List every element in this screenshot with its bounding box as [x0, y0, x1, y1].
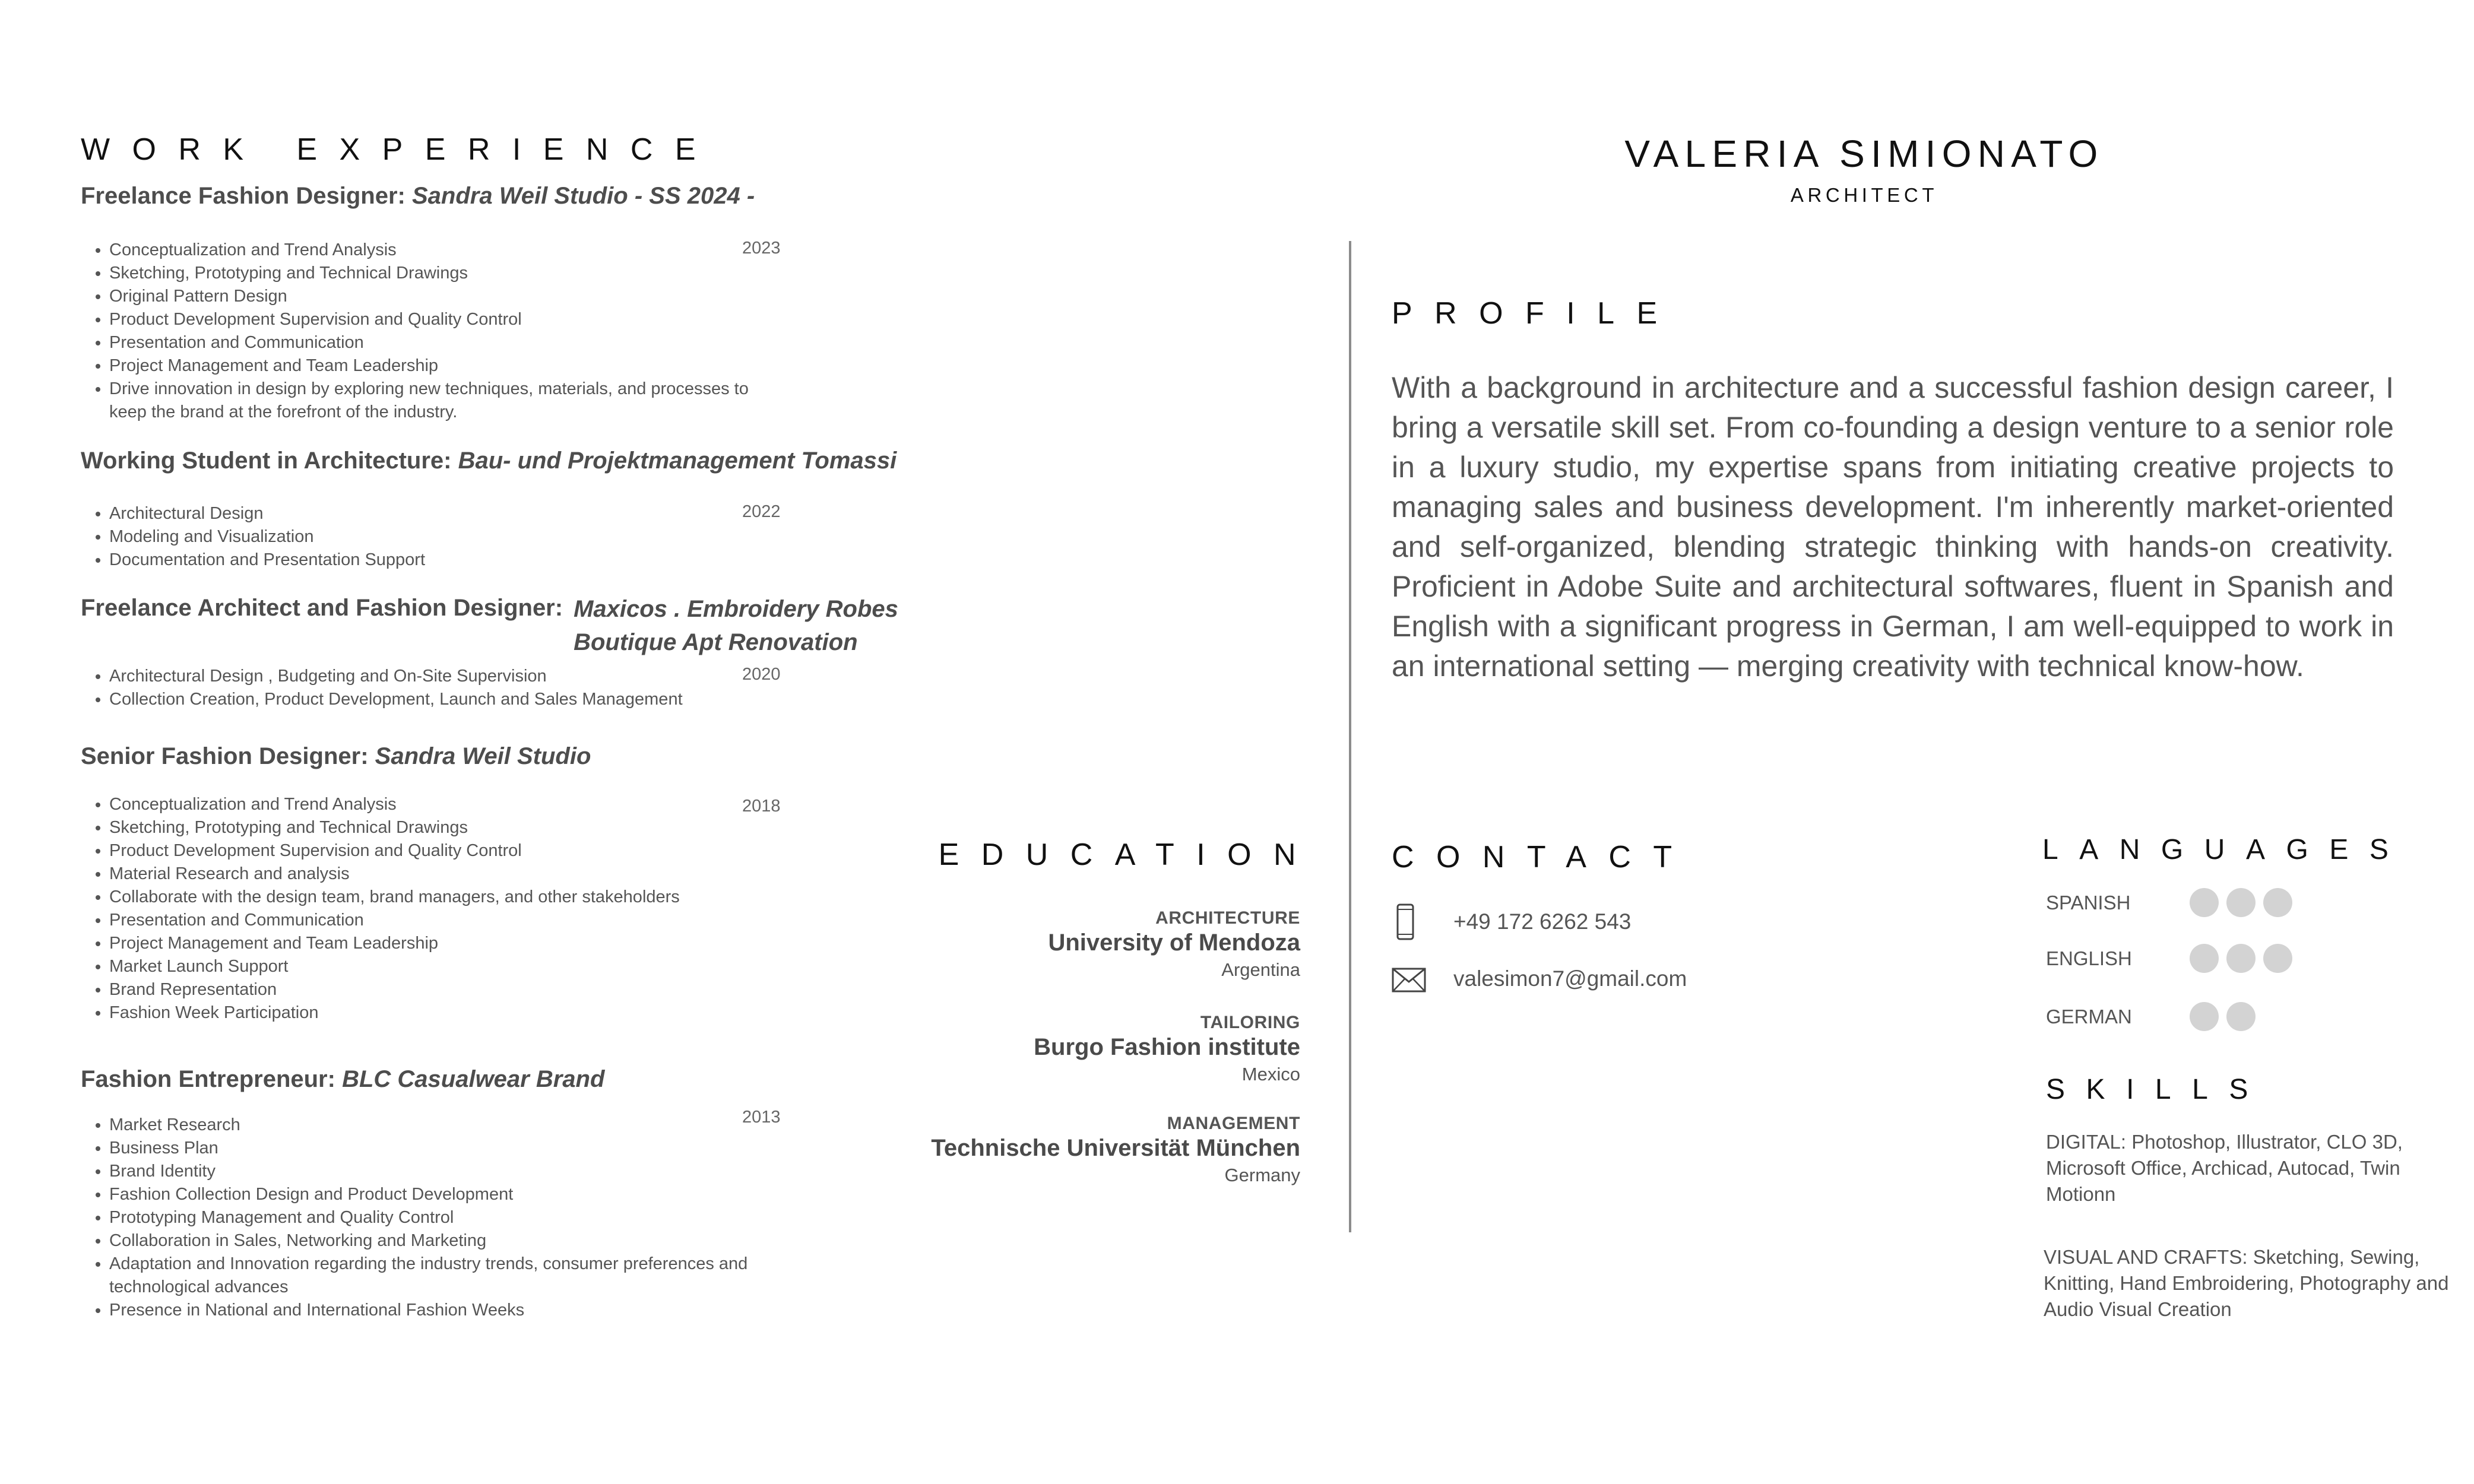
list-item: • Modeling and Visualization [109, 525, 762, 548]
level-dot [2226, 1002, 2256, 1031]
level-dot [2190, 1002, 2219, 1031]
job-company: Sandra Weil Studio - SS 2024 - [411, 183, 755, 209]
level-dot [2263, 888, 2292, 917]
education-field: MANAGEMENT [1167, 1114, 1300, 1133]
job-entry [81, 183, 755, 210]
list-item: • Presence in National and International Fashion Weeks [109, 1299, 828, 1322]
job-year: 2020 [742, 665, 781, 684]
level-dot [2190, 888, 2219, 917]
job-role: ARCHITECT [1790, 184, 1938, 206]
education-school: Technische Universität München [931, 1135, 1300, 1161]
job-company: BLC Casualwear Brand [342, 1066, 605, 1092]
education-heading: EDUCATION [938, 838, 1318, 872]
language-name: SPANISH [2046, 892, 2131, 914]
list-item: • Documentation and Presentation Support [109, 548, 762, 572]
list-item: • Original Pattern Design [109, 285, 774, 308]
languages-heading: LANGUAGES [2042, 834, 2410, 865]
phone-icon [1396, 903, 1414, 940]
education-school: Burgo Fashion institute [1034, 1034, 1300, 1060]
work-experience-heading: WORK EXPERIENCE [81, 132, 718, 167]
list-item: • Collaboration in Sales, Networking and Marketing [109, 1229, 828, 1252]
skills-heading: SKILLS [2046, 1074, 2269, 1105]
education-section [891, 837, 1318, 1205]
list-item: • Product Development Supervision and Quality Control [109, 839, 881, 863]
list-item: • Presentation and Communication [109, 331, 774, 354]
list-item: • Brand Representation [109, 978, 881, 1001]
job-year: 2018 [742, 797, 781, 816]
list-item: • Project Management and Team Leadership [109, 932, 881, 955]
list-item: • Sketching, Prototyping and Technical Drawings [109, 816, 881, 839]
list-item: • Prototyping Management and Quality Control [109, 1206, 828, 1229]
language-name: GERMAN [2046, 1006, 2132, 1028]
job-title [81, 1066, 604, 1093]
full-name: VALERIA SIMIONATO [1624, 132, 2104, 175]
phone-link[interactable]: +49 172 6262 543 [1453, 909, 1632, 934]
job-year: 2022 [742, 502, 781, 521]
job-role-label: Senior Fashion Designer: [81, 743, 369, 769]
list-item: • Brand Identity [109, 1160, 828, 1183]
job-title [81, 448, 897, 474]
list-item: • Fashion Collection Design and Product Development [109, 1183, 828, 1206]
job-title [81, 183, 755, 210]
job-title [81, 743, 591, 770]
job-company: Bau- und Projektmanagement Tomassi [458, 448, 897, 474]
list-item: • Architectural Design [109, 502, 762, 525]
job-company: Sandra Weil Studio [375, 743, 591, 769]
job-entry [81, 595, 898, 659]
envelope-icon [1392, 968, 1426, 992]
job-role-label: Working Student in Architecture: [81, 448, 452, 474]
job-duties [81, 665, 881, 711]
job-title [81, 595, 898, 659]
language-name: ENGLISH [2046, 947, 2132, 969]
job-entry [81, 448, 897, 474]
language-level-dots [2190, 1002, 2256, 1031]
level-dot [2263, 944, 2292, 973]
job-role-label: Fashion Entrepreneur: [81, 1066, 335, 1092]
list-item: • Adaptation and Innovation regarding the industry trends, consumer preferences and technological advances [109, 1252, 828, 1299]
education-country: Mexico [1241, 1064, 1300, 1085]
job-entry [81, 743, 591, 770]
list-item: • Fashion Week Participation [109, 1001, 881, 1025]
list-item: • Product Development Supervision and Quality Control [109, 308, 774, 331]
education-item [1048, 908, 1300, 983]
education-field: ARCHITECTURE [1155, 908, 1300, 928]
language-level-dots [2190, 888, 2292, 917]
job-company-secondary: Boutique Apt Renovation [574, 629, 858, 655]
level-dot [2190, 944, 2219, 973]
skills-digital: DIGITAL: Photoshop, Illustrator, CLO 3D, Microsoft Office, Archicad, Autocad, Twin Motionn [2046, 1131, 2403, 1205]
job-duties [81, 502, 762, 572]
profile-text: With a background in architecture and a successful fashion design career, I bring a versatile skill set. From co-founding a design venture to a senior role in a luxury studio, my expertise spans from initiating creative projects to managing sales and business development. I'm inherently market-oriented and self-organized, blending strategic thinking with hands-on creativity. Proficient in Adobe Suite and architectural softwares, fluent in Spanish and English with a significant progress in German, I am well-equipped to work in an international setting — merging creativity with technical know-how. [1392, 371, 2394, 683]
job-role-label: Freelance Fashion Designer: [81, 183, 406, 209]
email-link[interactable]: valesimon7@gmail.com [1453, 966, 1687, 991]
language-level-dots [2190, 944, 2292, 973]
job-year: 2013 [742, 1108, 781, 1127]
list-item: • Market Launch Support [109, 955, 881, 978]
level-dot [2226, 944, 2256, 973]
education-item [1034, 1013, 1300, 1087]
job-duties [81, 1114, 828, 1322]
list-item: • Collaborate with the design team, brand managers, and other stakeholders [109, 886, 881, 909]
job-company: Maxicos . Embroidery Robes [574, 596, 898, 622]
list-item: • Material Research and analysis [109, 863, 881, 886]
job-role-label: Freelance Architect and Fashion Designer: [81, 595, 563, 621]
education-country: Germany [1224, 1165, 1300, 1185]
list-item: • Business Plan [109, 1137, 828, 1160]
column-divider [1349, 241, 1351, 1232]
job-duties [81, 239, 774, 424]
contact-heading: CONTACT [1392, 840, 1694, 874]
list-item: • Conceptualization and Trend Analysis [109, 239, 774, 262]
education-field: TAILORING [1200, 1013, 1300, 1032]
list-item: • Drive innovation in design by exploring new techniques, materials, and processes to keep the brand at the forefront of the industry. [109, 378, 774, 424]
list-item: • Market Research [109, 1114, 828, 1137]
job-year: 2023 [742, 239, 781, 258]
level-dot [2226, 888, 2256, 917]
education-item [931, 1114, 1300, 1188]
job-entry [81, 1066, 604, 1093]
skills-visual: VISUAL AND CRAFTS: Sketching, Sewing, Knitting, Hand Embroidering, Photography and Audio Visual Creation [2044, 1246, 2449, 1320]
list-item: • Project Management and Team Leadership [109, 354, 774, 378]
education-school: University of Mendoza [1048, 930, 1300, 956]
education-country: Argentina [1221, 959, 1300, 980]
name-header [1383, 132, 2345, 207]
profile-heading: PROFILE [1392, 296, 1680, 331]
job-company-block [574, 592, 898, 659]
list-item: • Presentation and Communication [109, 909, 881, 932]
list-item: • Sketching, Prototyping and Technical Drawings [109, 262, 774, 285]
list-item: • Conceptualization and Trend Analysis [109, 793, 881, 816]
list-item: • Collection Creation, Product Development, Launch and Sales Management [109, 688, 881, 711]
job-duties [81, 793, 881, 1025]
list-item: • Architectural Design , Budgeting and On-Site Supervision [109, 665, 881, 688]
